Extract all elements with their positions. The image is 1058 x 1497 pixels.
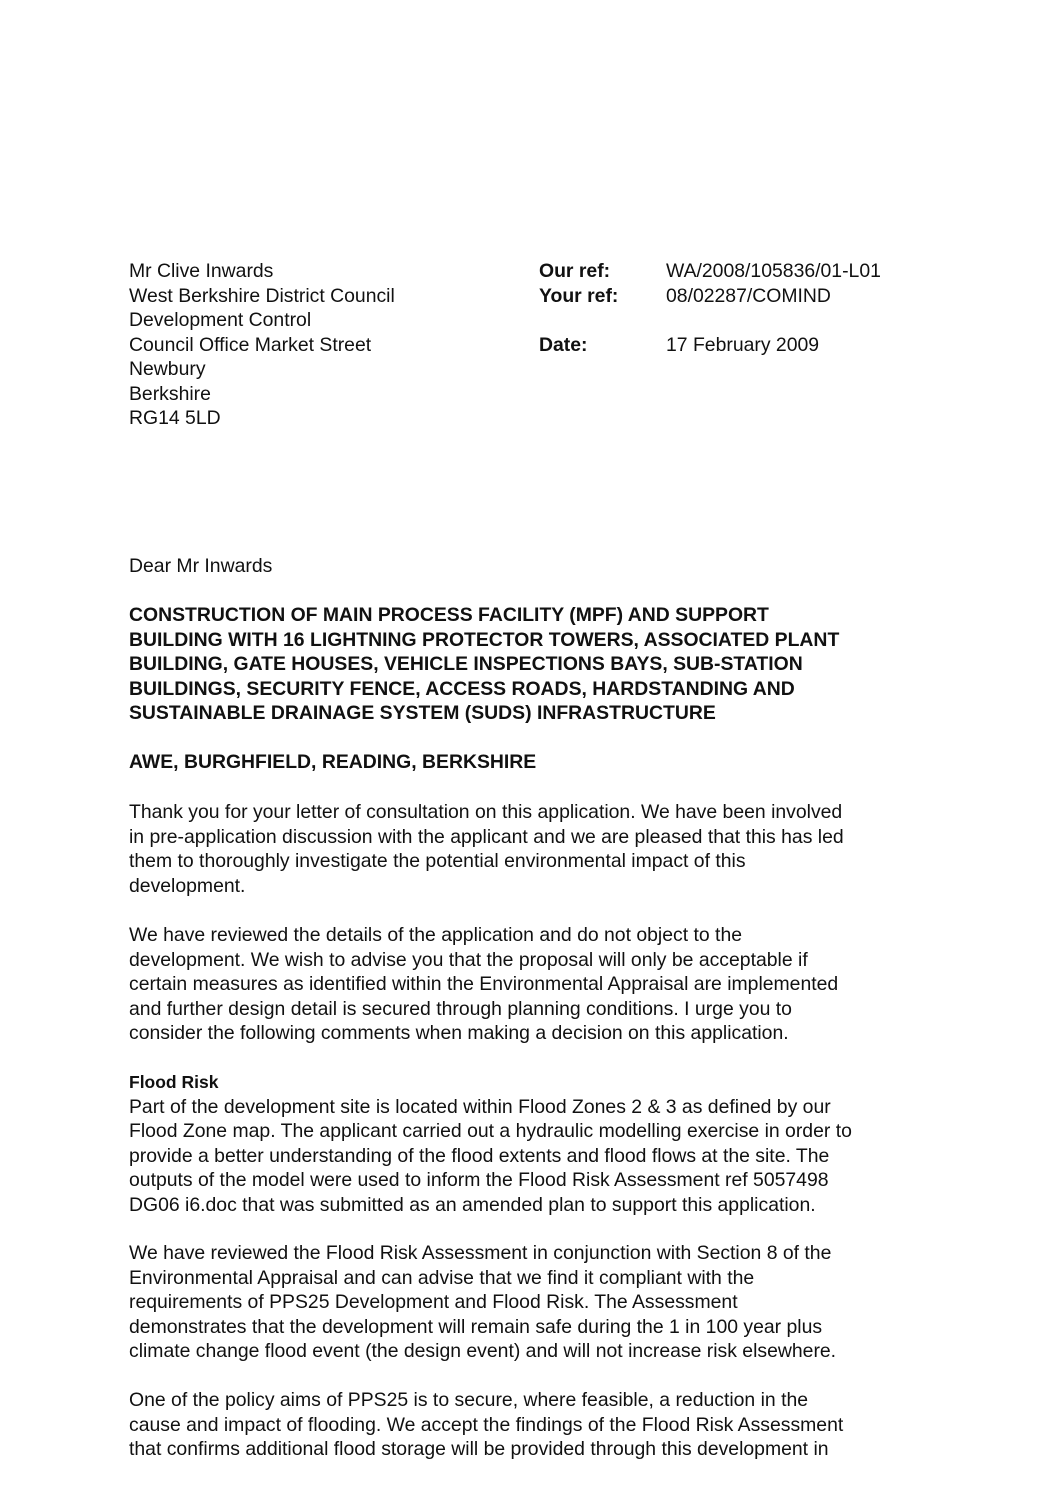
paragraph-line: cause and impact of flooding. We accept the findings of the Flood Risk Assessment [129, 1413, 844, 1436]
our-ref-row [539, 259, 881, 284]
heading-line: SUSTAINABLE DRAINAGE SYSTEM (SUDS) INFRASTRUCTURE [129, 702, 716, 724]
date-label: Date: [539, 333, 588, 356]
paragraph-line: that confirms additional flood storage will be provided through this development in [129, 1438, 829, 1460]
your-ref-row [539, 284, 881, 309]
paragraph-line: in pre-application discussion with the applicant and we are pleased that this has led [129, 825, 844, 848]
flood-risk-title: Flood Risk [129, 1072, 219, 1092]
flood-risk-section [129, 1070, 949, 1217]
recipient-address [129, 259, 395, 431]
your-ref-value: 08/02287/COMIND [666, 284, 831, 307]
paragraph-line: demonstrates that the development will remain safe during the 1 in 100 year plus [129, 1315, 823, 1338]
paragraph-line: and further design detail is secured through planning conditions. I urge you to [129, 997, 792, 1020]
address-line: West Berkshire District Council [129, 284, 395, 307]
address-line: RG14 5LD [129, 407, 221, 429]
paragraph-review [129, 923, 949, 1046]
paragraph-assessment [129, 1241, 949, 1364]
address-line: Newbury [129, 358, 206, 380]
ref-spacer [539, 308, 881, 333]
paragraph-line: Part of the development site is located within Flood Zones 2 & 3 as defined by our [129, 1095, 831, 1118]
paragraph-line: One of the policy aims of PPS25 is to secure, where feasible, a reduction in the [129, 1389, 809, 1411]
paragraph-consultation [129, 800, 949, 898]
salutation: Dear Mr Inwards [129, 555, 273, 577]
paragraph-line: DG06 i6.doc that was submitted as an amended plan to support this application. [129, 1193, 816, 1216]
date-value: 17 February 2009 [666, 333, 820, 356]
reference-block [539, 259, 881, 357]
heading-line: BUILDING, GATE HOUSES, VEHICLE INSPECTIONS BAYS, SUB-STATION [129, 653, 803, 675]
paragraph-line: consider the following comments when making a decision on this application. [129, 1022, 789, 1044]
our-ref-label: Our ref: [539, 260, 611, 282]
address-line: Council Office Market Street [129, 333, 372, 356]
paragraph-line: Flood Zone map. The applicant carried out a hydraulic modelling exercise in order to [129, 1120, 852, 1142]
heading-line: BUILDINGS, SECURITY FENCE, ACCESS ROADS, HARDSTANDING AND [129, 677, 795, 700]
paragraph-policy [129, 1388, 949, 1462]
heading-line: BUILDING WITH 16 LIGHTNING PROTECTOR TOWERS, ASSOCIATED PLANT [129, 628, 840, 651]
address-line: Mr Clive Inwards [129, 260, 274, 282]
site-location-heading: AWE, BURGHFIELD, READING, BERKSHIRE [129, 751, 537, 773]
paragraph-line: provide a better understanding of the flood extents and flood flows at the site. The [129, 1144, 830, 1167]
paragraph-line: them to thoroughly investigate the potential environmental impact of this [129, 850, 746, 872]
paragraph-line: Thank you for your letter of consultation on this application. We have been involved [129, 801, 843, 823]
address-line: Development Control [129, 309, 312, 331]
paragraph-line: We have reviewed the Flood Risk Assessment in conjunction with Section 8 of the [129, 1242, 832, 1264]
paragraph-line: We have reviewed the details of the application and do not object to the [129, 924, 743, 946]
paragraph-line: certain measures as identified within the Environmental Appraisal are implemented [129, 973, 839, 995]
our-ref-value: WA/2008/105836/01-L01 [666, 260, 881, 282]
paragraph-line: development. [129, 874, 246, 897]
address-line: Berkshire [129, 382, 211, 405]
paragraph-line: outputs of the model were used to inform the Flood Risk Assessment ref 5057498 [129, 1169, 829, 1191]
date-row [539, 333, 881, 358]
paragraph-line: Environmental Appraisal and can advise that we find it compliant with the [129, 1266, 755, 1289]
paragraph-line: development. We wish to advise you that the proposal will only be acceptable if [129, 948, 808, 971]
your-ref-label: Your ref: [539, 284, 619, 307]
paragraph-line: requirements of PPS25 Development and Flood Risk. The Assessment [129, 1291, 738, 1313]
heading-line: CONSTRUCTION OF MAIN PROCESS FACILITY (MPF) AND SUPPORT [129, 604, 769, 626]
subject-heading [129, 603, 929, 726]
paragraph-line: climate change flood event (the design event) and will not increase risk elsewhere. [129, 1340, 837, 1362]
